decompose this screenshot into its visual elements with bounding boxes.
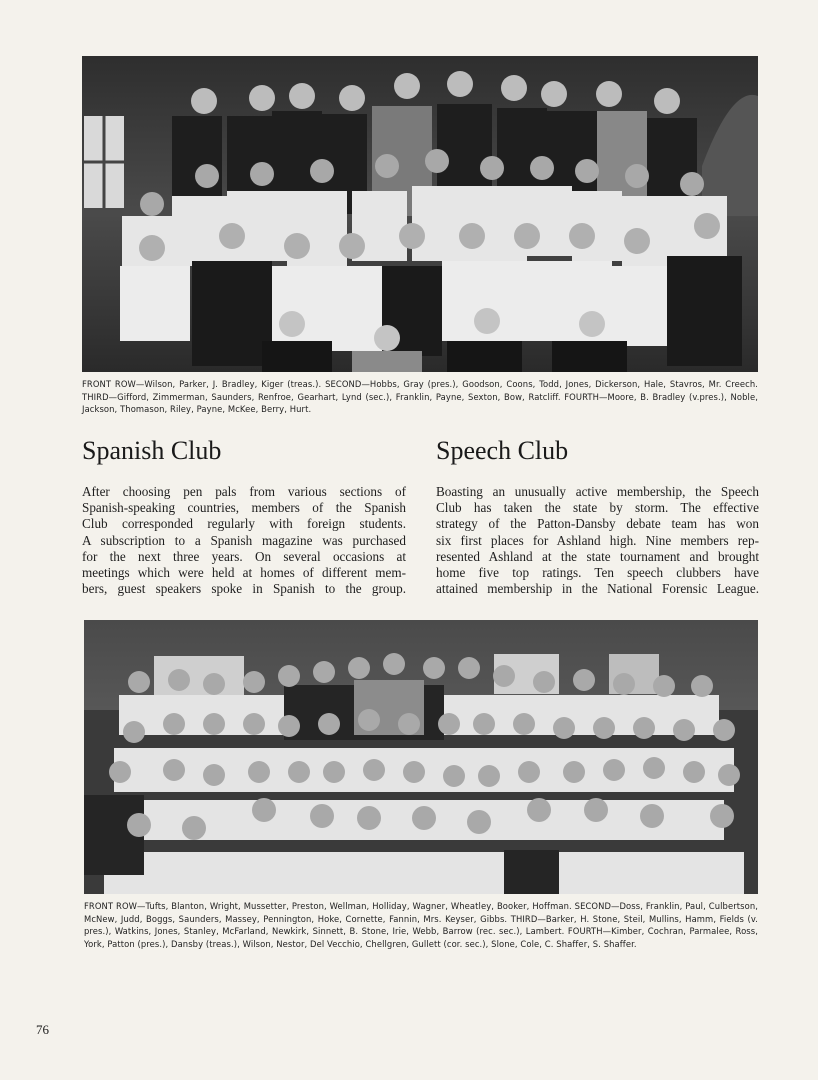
- text-line: for the next three years. On several occasions at: [82, 548, 406, 564]
- spanish-club-heading: Spanish Club: [82, 436, 222, 465]
- speech-club-photo-art: [84, 620, 758, 894]
- speech-club-paragraph: [436, 484, 759, 597]
- text-line: meetings which were held at homes of different mem-: [82, 565, 406, 581]
- spanish-club-group-photo: [82, 56, 758, 372]
- text-line: Club has taken the state by storm. The effective: [436, 500, 759, 516]
- spanish-photo-caption: FRONT ROW—Wilson, Parker, J. Bradley, Kiger (treas.). SECOND—Hobbs, Gray (pres.), Goodson, Coons, Todd, Jones, Dickerson, Hale, Stavros, Mr. Creech. THIRD—Gifford, Zimmerman, Saunders, Renfroe, Gearhart, Lynd (sec.), Franklin, Payne, Sexton, Bow, Ratcliff. FOURTH—Moore, B. Bradley (v.pres.), Noble, Jackson, Thomason, Riley, Payne, McKee, Berry, Hurt.: [82, 379, 758, 415]
- text-line: bers, guest speakers spoke in Spanish to the group.: [82, 581, 406, 597]
- speech-club-heading: Speech Club: [436, 436, 569, 465]
- text-line: attained membership in the National Forensic League.: [436, 581, 759, 597]
- text-line: After choosing pen pals from various sections of: [82, 484, 406, 499]
- text-line: home five top ratings. Ten speech clubbers have: [436, 565, 759, 581]
- text-line: strategy of the Patton-Dansby debate team has won: [436, 516, 759, 532]
- page-number: 76: [36, 1022, 49, 1037]
- spanish-club-paragraph: [82, 484, 406, 597]
- speech-club-group-photo: [84, 620, 758, 894]
- text-line: Club corresponded regularly with foreign students.: [82, 516, 406, 532]
- spanish-club-photo-art: [82, 56, 758, 372]
- speech-photo-caption: FRONT ROW—Tufts, Blanton, Wright, Mussetter, Preston, Wellman, Holliday, Wagner, Wheatley, Booker, Hoffman. SECOND—Doss, Franklin, Paul, Culbertson, McNew, Judd, Boggs, Saunders, Massey, Pennington, Hoke, Cornette, Fannin, Mrs. Keyser, Gibbs. THIRD—Barker, H. Stone, Steil, Mullins, Hamm, Fields (v. pres.), Watkins, Jones, Stanley, McFarland, Newkirk, Sinnett, B. Stone, Irie, Webb, Barrow (rec. sec.), Lambert. FOURTH—Kimber, Cochran, Parmalee, Ross, York, Patton (pres.), Dansby (treas.), Wilson, Nestor, Del Vecchio, Chellgren, Gullett (cor. sec.), Slone, Cole, C. Shaffer, S. Shaffer.: [84, 901, 758, 949]
- text-line: resented Ashland at the state tournament and brought: [436, 548, 759, 564]
- text-line: six first places for Ashland high. Nine members rep-: [436, 532, 759, 548]
- text-line: Boasting an unusually active membership, the Speech: [436, 484, 759, 499]
- text-line: A subscription to a Spanish magazine was purchased: [82, 532, 406, 548]
- text-line: Spanish-speaking countries, members of the Spanish: [82, 500, 406, 516]
